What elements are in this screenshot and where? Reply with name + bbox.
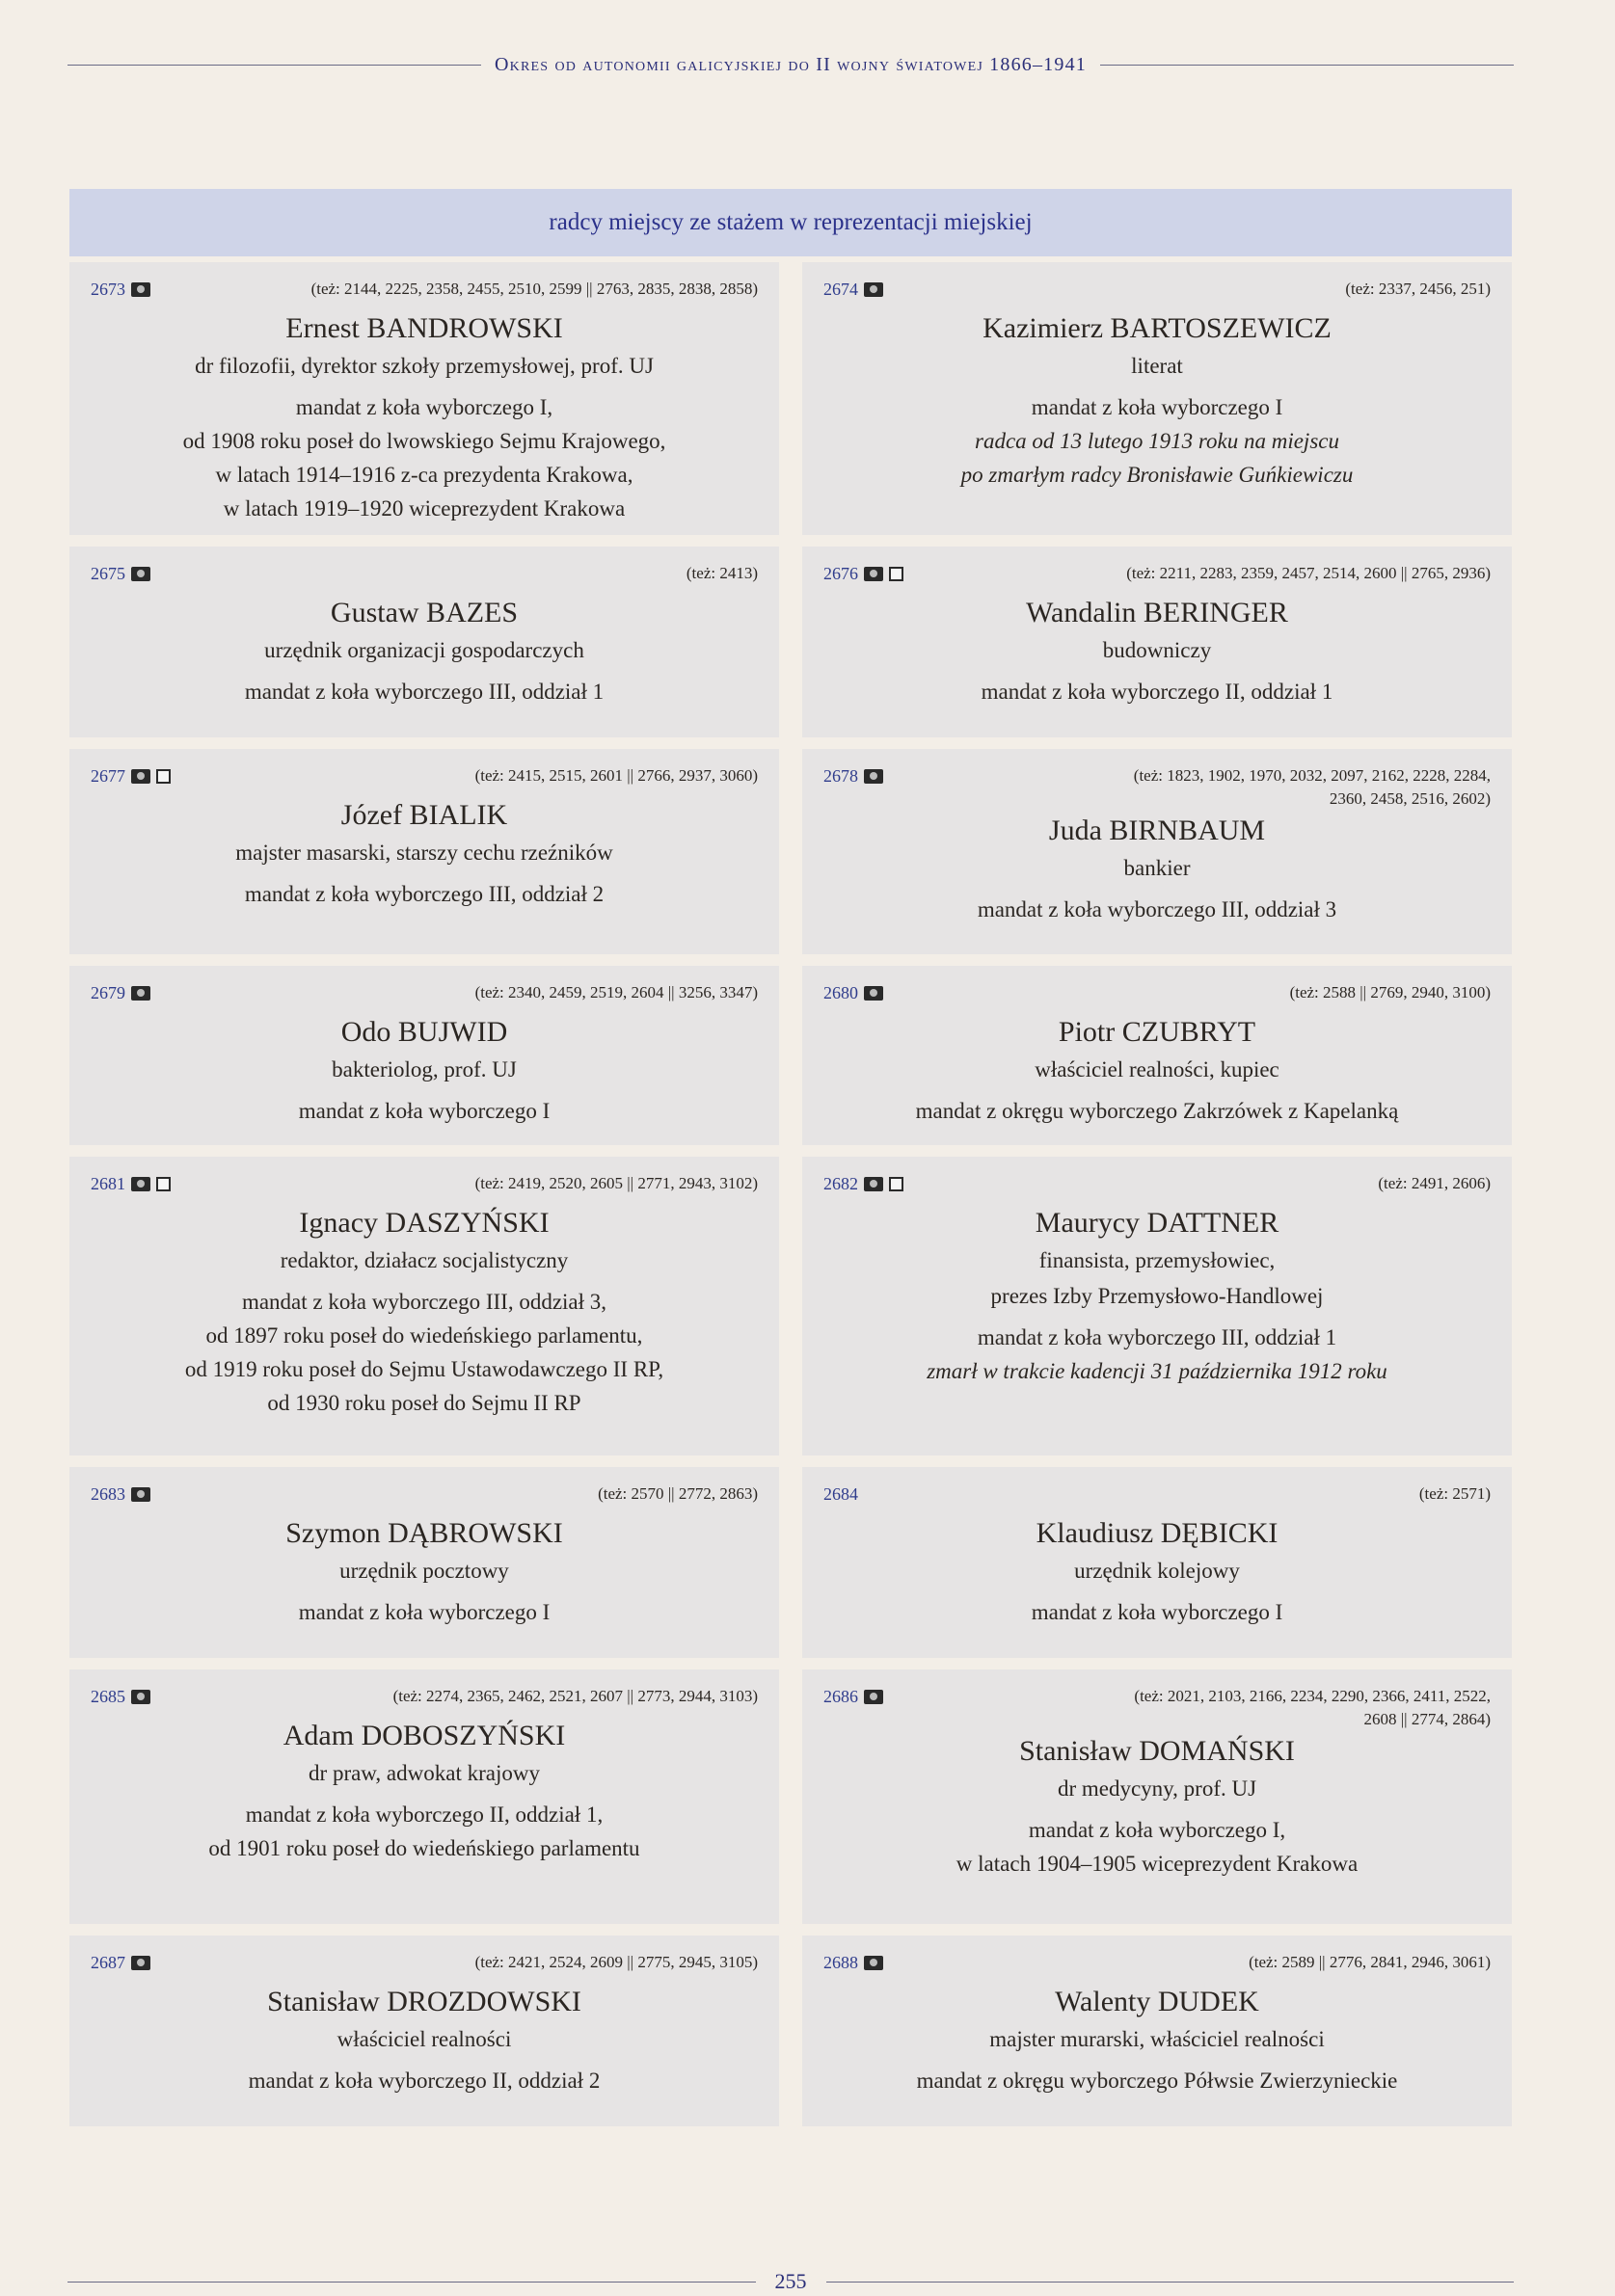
occupation: budowniczy [1102, 638, 1212, 662]
mandate-line: mandat z koła wyborczego I [1031, 395, 1283, 419]
occupation: majster masarski, starszy cechu rzeźników [235, 841, 613, 865]
cross-references: (też: 2274, 2365, 2462, 2521, 2607 || 2773, 2944, 3103) [392, 1687, 758, 1705]
cross-references: (też: 2570 || 2772, 2863) [598, 1484, 758, 1503]
mandate-line: w latach 1904–1905 wiceprezydent Krakowa [956, 1852, 1359, 1876]
person-name: Ernest BANDROWSKI [285, 312, 563, 344]
entry-card [802, 966, 1512, 1145]
cross-references: (też: 2588 || 2769, 2940, 3100) [1289, 983, 1491, 1001]
mandate-line: mandat z koła wyborczego III, oddział 2 [244, 882, 605, 906]
square-icon [889, 567, 903, 581]
cross-references: (też: 2021, 2103, 2166, 2234, 2290, 2366, 2411, 2522, 2608 || 2774, 2864) [1134, 1687, 1491, 1728]
occupation: bankier [1123, 856, 1191, 880]
note-line: po zmarłym radcy Bronisławie Guńkiewiczu [960, 463, 1354, 487]
cross-references: (też: 1823, 1902, 1970, 2032, 2097, 2162, 2228, 2284, 2360, 2458, 2516, 2602) [1133, 766, 1491, 808]
entry-card [69, 749, 779, 954]
entry-number: 2677 [91, 764, 171, 788]
section-banner: radcy miejscy ze stażem w reprezentacji miejskiej [69, 189, 1512, 256]
mandate-line: od 1897 roku poseł do wiedeńskiego parlamentu, [205, 1323, 643, 1348]
occupation-line-2: prezes Izby Przemysłowo-Handlowej [990, 1284, 1324, 1308]
person-name: Józef BIALIK [340, 799, 508, 831]
entry-number: 2684 [823, 1484, 858, 1504]
page-footer [67, 2267, 1514, 2296]
cross-references: (też: 2589 || 2776, 2841, 2946, 3061) [1249, 1953, 1491, 1971]
person-name: Odo BUJWID [340, 1016, 508, 1048]
person-name: Ignacy DASZYŃSKI [299, 1207, 550, 1239]
footer-rule-right [826, 2282, 1515, 2283]
mandate-line: mandat z koła wyborczego II, oddział 1, [245, 1802, 604, 1827]
entry-card [802, 1669, 1512, 1924]
person-name: Juda BIRNBAUM [1048, 814, 1266, 846]
cross-references: (też: 2144, 2225, 2358, 2455, 2510, 2599 || 2763, 2835, 2838, 2858) [310, 280, 758, 298]
person-name: Adam DOBOSZYŃSKI [283, 1720, 566, 1751]
occupation: bakteriolog, prof. UJ [332, 1057, 517, 1081]
entry-number: 2679 [91, 981, 150, 1004]
photo-icon [131, 1690, 150, 1704]
footer-rule-left [67, 2282, 756, 2283]
entry-card [69, 966, 779, 1145]
entry-card [802, 1467, 1512, 1658]
mandate-line: mandat z koła wyborczego III, oddział 3, [241, 1290, 607, 1314]
header-rule-right [1100, 65, 1514, 66]
photo-icon [864, 769, 883, 784]
person-name: Kazimierz BARTOSZEWICZ [982, 312, 1332, 344]
photo-icon [131, 282, 150, 297]
mandate-line: mandat z koła wyborczego II, oddział 1 [981, 680, 1333, 704]
entry-card [802, 262, 1512, 535]
occupation: finansista, przemysłowiec, [1038, 1248, 1276, 1272]
occupation: urzędnik organizacji gospodarczych [264, 638, 584, 662]
person-name: Gustaw BAZES [330, 597, 519, 628]
occupation: dr medycyny, prof. UJ [1057, 1776, 1257, 1801]
entry-number: 2680 [823, 981, 883, 1004]
entry-number: 2682 [823, 1172, 903, 1195]
cross-references: (też: 2413) [686, 564, 758, 582]
person-name: Wandalin BERINGER [1026, 597, 1288, 628]
cross-references: (też: 2571) [1418, 1484, 1491, 1503]
mandate-line: mandat z koła wyborczego I [1031, 1600, 1283, 1624]
entry-number: 2681 [91, 1172, 171, 1195]
entry-card [69, 262, 779, 535]
note-line: radca od 13 lutego 1913 roku na miejscu [975, 429, 1339, 453]
mandate-line: mandat z koła wyborczego III, oddział 1 [977, 1325, 1337, 1349]
photo-icon [864, 986, 883, 1001]
entry-number: 2676 [823, 562, 903, 585]
photo-icon [864, 282, 883, 297]
entry-card [802, 749, 1512, 954]
square-icon [156, 1177, 171, 1191]
entry-number: 2675 [91, 562, 150, 585]
person-name: Maurycy DATTNER [1035, 1207, 1279, 1239]
entry-number: 2674 [823, 278, 883, 301]
entries-grid [69, 262, 1512, 2126]
cross-references: (też: 2337, 2456, 251) [1345, 280, 1491, 298]
person-name: Szymon DĄBROWSKI [285, 1517, 563, 1549]
mandate-line: od 1901 roku poseł do wiedeńskiego parlamentu [208, 1836, 640, 1860]
photo-icon [131, 1956, 150, 1970]
square-icon [889, 1177, 903, 1191]
photo-icon [131, 1177, 150, 1191]
entry-number: 2686 [823, 1685, 883, 1708]
running-head [67, 50, 1514, 79]
cross-references: (też: 2340, 2459, 2519, 2604 || 3256, 3347) [474, 983, 758, 1001]
running-head-title: Okres od autonomii galicyjskiej do II wojny światowej 1866–1941 [495, 53, 1087, 75]
photo-icon [864, 567, 883, 581]
entry-number: 2688 [823, 1951, 883, 1974]
mandate-line: mandat z koła wyborczego III, oddział 3 [977, 897, 1337, 921]
entry-card [69, 1669, 779, 1924]
photo-icon [864, 1956, 883, 1970]
entry-card [69, 1157, 779, 1455]
mandate-line: mandat z koła wyborczego II, oddział 2 [248, 2069, 601, 2093]
mandate-line: od 1919 roku poseł do Sejmu Ustawodawczego II RP, [184, 1357, 664, 1381]
photo-icon [864, 1690, 883, 1704]
entry-card [69, 1467, 779, 1658]
person-name: Stanisław DOMAŃSKI [1019, 1735, 1295, 1767]
cross-references: (też: 2415, 2515, 2601 || 2766, 2937, 3060) [474, 766, 758, 785]
person-name: Piotr CZUBRYT [1058, 1016, 1256, 1048]
occupation: literat [1131, 354, 1183, 378]
entry-card [802, 547, 1512, 737]
entry-card [802, 1936, 1512, 2126]
mandate-line: w latach 1919–1920 wiceprezydent Krakowa [223, 496, 626, 521]
entry-card [69, 1936, 779, 2126]
entry-card [69, 547, 779, 737]
cross-references: (też: 2211, 2283, 2359, 2457, 2514, 2600 || 2765, 2936) [1126, 564, 1491, 582]
cross-references: (też: 2419, 2520, 2605 || 2771, 2943, 3102) [474, 1174, 758, 1192]
entry-number: 2687 [91, 1951, 150, 1974]
entry-number: 2678 [823, 764, 883, 788]
occupation: dr filozofii, dyrektor szkoły przemysłowej, prof. UJ [195, 354, 654, 378]
mandate-line: od 1930 roku poseł do Sejmu II RP [267, 1391, 581, 1415]
photo-icon [131, 986, 150, 1001]
mandate-line: mandat z koła wyborczego III, oddział 1 [244, 680, 605, 704]
occupation: właściciel realności [336, 2027, 512, 2051]
square-icon [156, 769, 171, 784]
cross-references: (też: 2491, 2606) [1378, 1174, 1491, 1192]
occupation: majster murarski, właściciel realności [989, 2027, 1325, 2051]
occupation: właściciel realności, kupiec [1035, 1057, 1279, 1081]
occupation: urzędnik kolejowy [1074, 1559, 1240, 1583]
photo-icon [131, 1487, 150, 1502]
entry-number: 2683 [91, 1482, 150, 1506]
photo-icon [131, 769, 150, 784]
mandate-line: od 1908 roku poseł do lwowskiego Sejmu Krajowego, [182, 429, 666, 453]
mandate-line: mandat z koła wyborczego I, [295, 395, 553, 419]
note-line: zmarł w trakcie kadencji 31 października 1912 roku [927, 1359, 1387, 1383]
entry-number: 2673 [91, 278, 150, 301]
entry-number: 2685 [91, 1685, 150, 1708]
person-name: Walenty DUDEK [1055, 1986, 1259, 2017]
occupation: urzędnik pocztowy [339, 1559, 509, 1583]
header-rule-left [67, 65, 481, 66]
mandate-line: mandat z okręgu wyborczego Półwsie Zwierzynieckie [916, 2069, 1398, 2093]
person-name: Stanisław DROZDOWSKI [267, 1986, 581, 2017]
mandate-line: w latach 1914–1916 z-ca prezydenta Krakowa, [215, 463, 633, 487]
page-number: 255 [774, 2269, 807, 2293]
photo-icon [131, 567, 150, 581]
cross-references: (też: 2421, 2524, 2609 || 2775, 2945, 3105) [474, 1953, 758, 1971]
mandate-line: mandat z koła wyborczego I [298, 1600, 551, 1624]
mandate-line: mandat z koła wyborczego I [298, 1099, 551, 1123]
occupation: redaktor, działacz socjalistyczny [280, 1248, 569, 1272]
mandate-line: mandat z koła wyborczego I, [1028, 1818, 1286, 1842]
entry-card [802, 1157, 1512, 1455]
person-name: Klaudiusz DĘBICKI [1036, 1517, 1279, 1549]
photo-icon [864, 1177, 883, 1191]
mandate-line: mandat z okręgu wyborczego Zakrzówek z Kapelanką [915, 1099, 1399, 1123]
occupation: dr praw, adwokat krajowy [309, 1761, 540, 1785]
